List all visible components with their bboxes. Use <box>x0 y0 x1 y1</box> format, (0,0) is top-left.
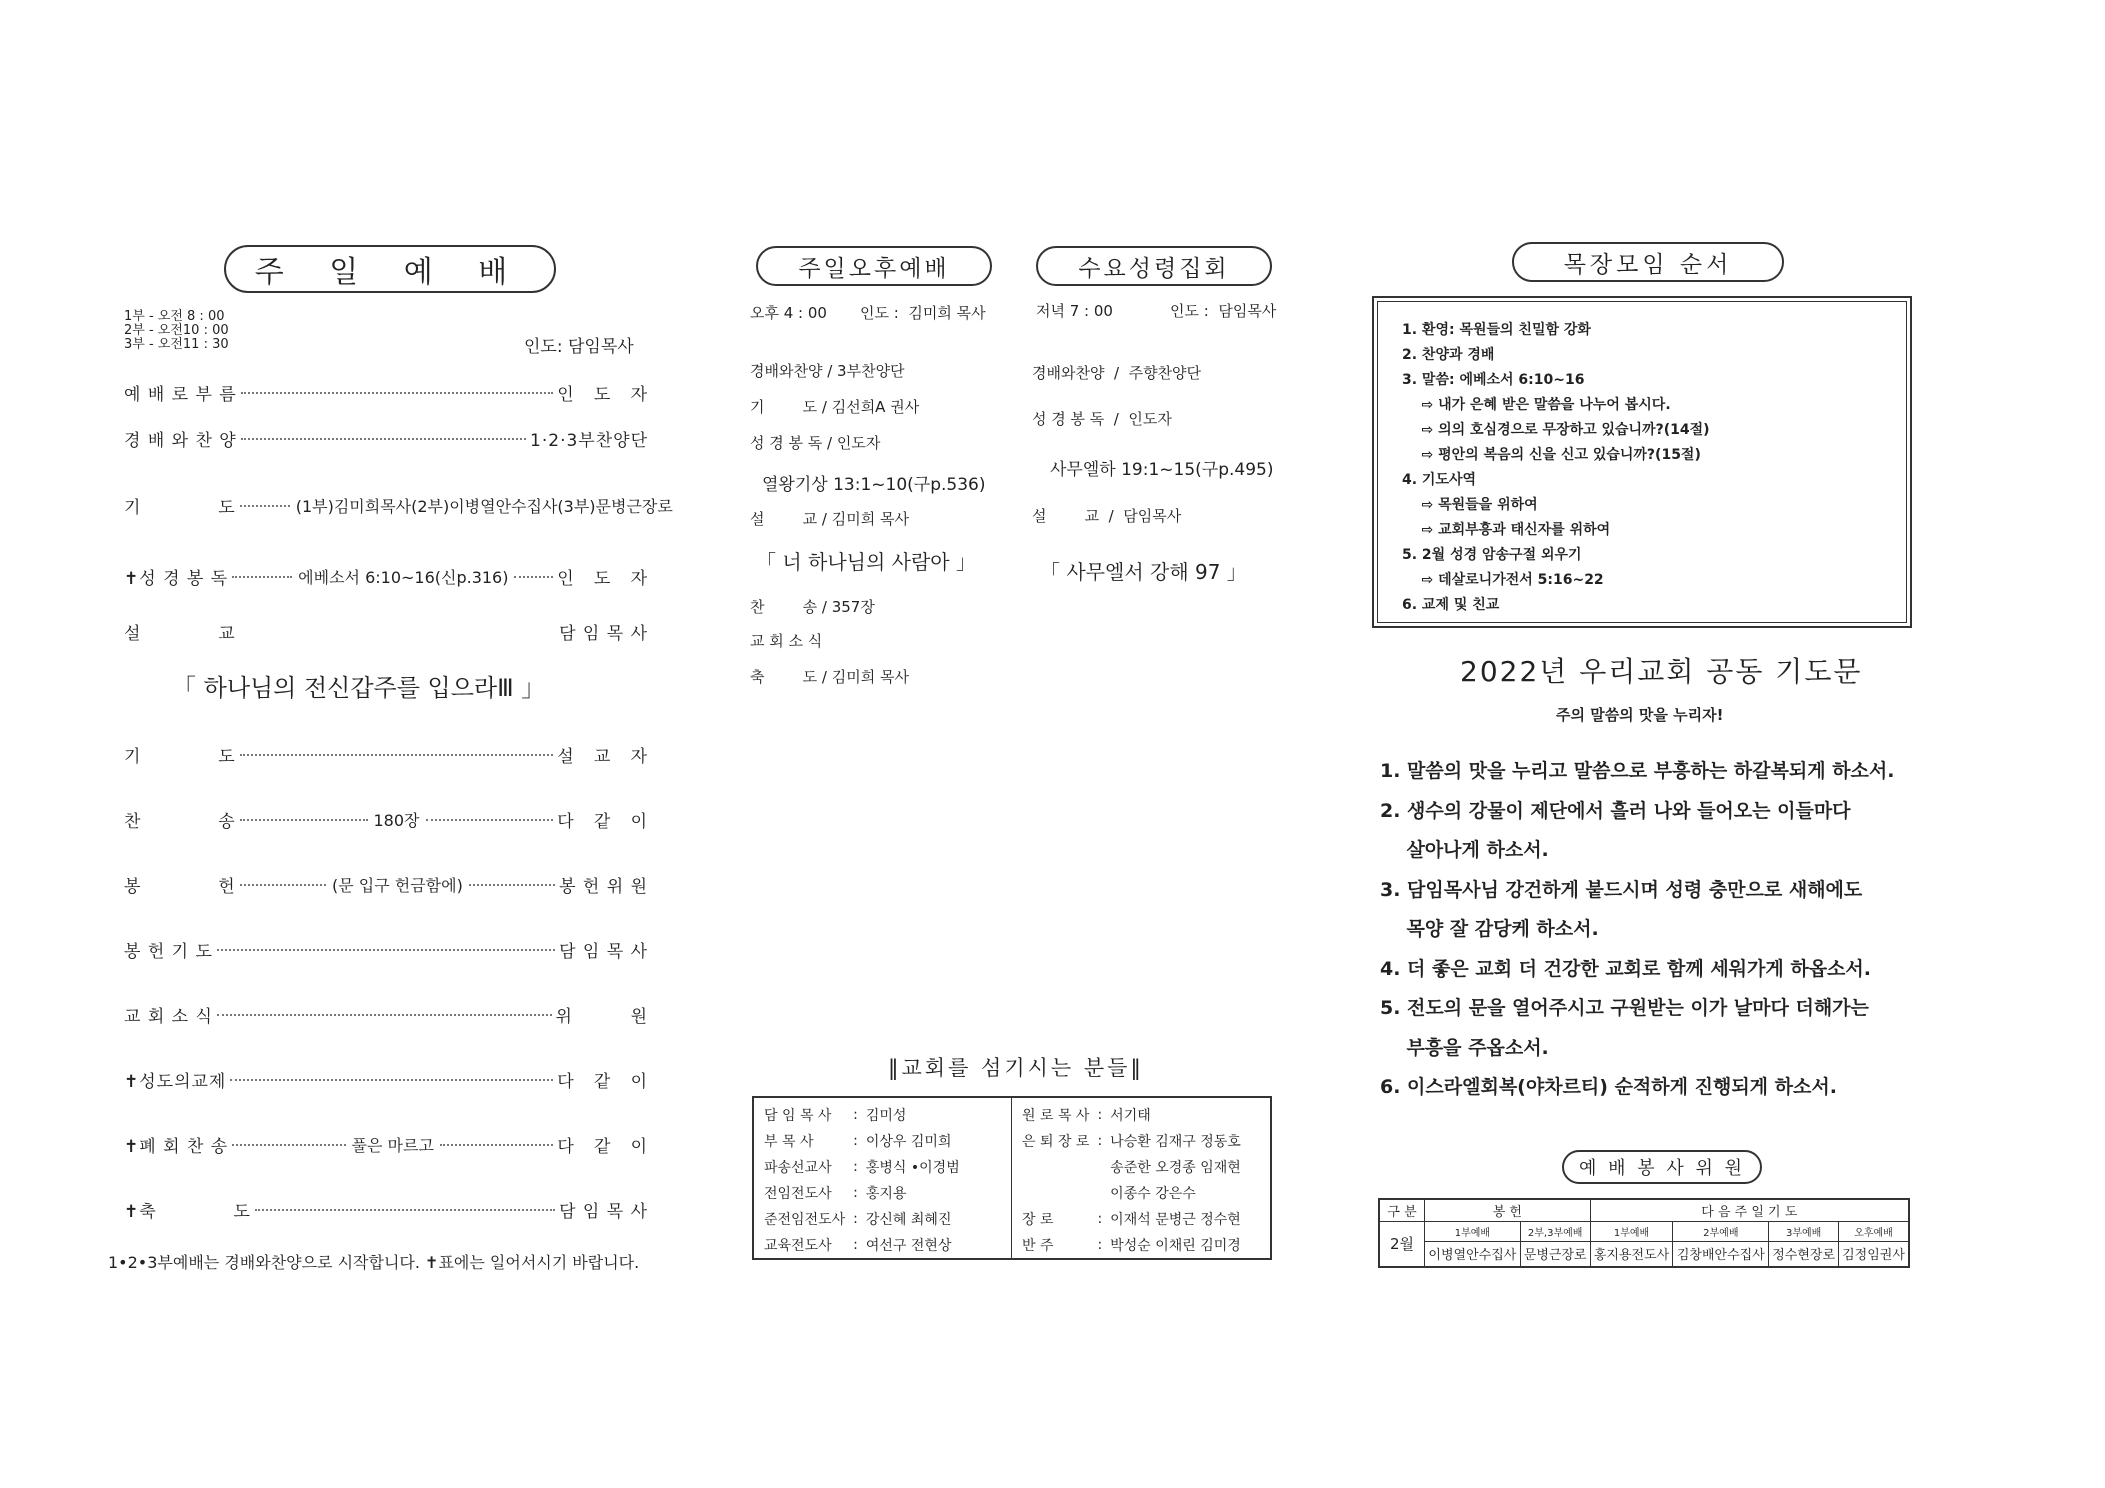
wednesday-item: 설 교 / 담임목사 <box>1032 507 1182 525</box>
order-row: ✝축 도 담 임 목 사 <box>124 1202 648 1222</box>
afternoon-item: 경배와찬양 / 3부찬양단 <box>750 362 905 380</box>
wednesday-leader: 인도 : 담임목사 <box>1170 302 1277 320</box>
cell-meeting-box <box>1372 296 1912 628</box>
afternoon-item: 설 교 / 김미희 목사 <box>750 510 909 528</box>
time-3: 3부 - 오전11 : 30 <box>124 337 229 352</box>
header-bongheon: 봉 헌 <box>1425 1199 1591 1221</box>
afternoon-time: 오후 4 : 00 <box>750 304 827 322</box>
order-row: 기 도 (1부)김미희목사(2부)이병열안수집사(3부)문병근장로 <box>124 497 673 518</box>
subheader: 2부예배 <box>1673 1221 1769 1241</box>
committee-header-row <box>1379 1199 1909 1221</box>
servants-right <box>1012 1098 1270 1258</box>
afternoon-item: 축 도 / 김미희 목사 <box>750 668 909 686</box>
cell-item: ⇨ 내가 은혜 받은 말씀을 나누어 봅시다. <box>1402 397 1671 413</box>
time-1: 1부 - 오전 8 : 00 <box>124 309 225 324</box>
afternoon-item: 교 회 소 식 <box>750 632 823 650</box>
cell-item: 2. 찬양과 경배 <box>1402 347 1495 363</box>
prayer-title: 2022년 우리교회 공동 기도문 <box>1460 655 1863 688</box>
footnote: 1•2•3부예배는 경배와찬양으로 시작합니다. ✝표에는 일어서시기 바랍니다. <box>108 1253 640 1272</box>
servant-row: 부 목 사 : 이상우 김미희 <box>764 1133 952 1150</box>
prayer-lines <box>1380 752 1894 1108</box>
subheader: 3부예배 <box>1769 1221 1839 1241</box>
name-cell: 이병열안수집사 <box>1425 1241 1521 1267</box>
order-row: 경 배 와 찬 양 1·2·3부찬양단 <box>124 431 648 451</box>
cell-item: ⇨ 평안의 복음의 신을 신고 있습니까?(15절) <box>1402 447 1701 463</box>
servants-title: ‖교회를 섬기시는 분들‖ <box>888 1056 1144 1080</box>
order-row: 기 도 설 교 자 <box>124 747 648 767</box>
name-cell: 문병근장로 <box>1520 1241 1590 1267</box>
prayer-line: 6. 이스라엘회복(야차르티) 순적하게 진행되게 하소서. <box>1380 1076 1837 1098</box>
servants-right-table <box>1018 1102 1245 1258</box>
order-row: 예 배 로 부 름 인 도 자 <box>124 385 648 405</box>
afternoon-item: 기 도 / 김선희A 권사 <box>750 398 920 416</box>
servant-row: 반 주 : 박성순 이채린 김미경 <box>1022 1237 1241 1254</box>
cell-item: ⇨ 목원들을 위하여 <box>1402 497 1538 513</box>
afternoon-worship-title: 주일오후예배 <box>756 246 992 286</box>
order-row: 봉 헌 (문 입구 헌금함에) 봉 헌 위 원 <box>124 876 648 897</box>
service-times <box>124 310 229 352</box>
cell-item: 3. 말씀: 에베소서 6:10~16 <box>1402 372 1585 388</box>
servant-row: 담 임 목 사 : 김미성 <box>764 1107 907 1124</box>
prayer-subtitle: 주의 말씀의 맛을 누리자! <box>1556 706 1724 724</box>
prayer-line: 살아나게 하소서. <box>1380 839 1549 861</box>
cell-item: ⇨ 데살로니가전서 5:16~22 <box>1402 572 1604 588</box>
subheader: 오후예배 <box>1839 1221 1909 1241</box>
committee-table <box>1378 1198 1910 1268</box>
prayer-line: 3. 담임목사님 강건하게 붙드시며 성령 충만으로 새해에도 <box>1380 878 1863 901</box>
wednesday-sermon-title: 「 사무엘서 강해 97 」 <box>1040 560 1247 584</box>
worship-leader: 인도: 담임목사 <box>524 337 634 357</box>
order-row: ✝성 경 봉 독 에베소서 6:10~16(신p.316) 인 도 자 <box>124 568 648 589</box>
header-next-prayer: 다 음 주 일 기 도 <box>1590 1199 1909 1221</box>
committee-names-row <box>1379 1241 1909 1267</box>
order-row: 찬 송 180장 다 같 이 <box>124 811 648 832</box>
sunday-worship-title: 주 일 예 배 <box>224 245 556 293</box>
servants-box <box>752 1096 1272 1260</box>
servant-row: 원 로 목 사 : 서기태 <box>1022 1107 1151 1124</box>
prayer-line: 목양 잘 감당케 하소서. <box>1380 918 1599 940</box>
servants-left-table <box>760 1102 964 1258</box>
cell-item: ⇨ 의의 호심경으로 무장하고 있습니까?(14절) <box>1402 422 1710 438</box>
servant-row: 송준한 오경종 임재현 <box>1110 1160 1241 1176</box>
name-cell: 김창배안수집사 <box>1673 1241 1769 1267</box>
cell-item: 1. 환영: 목원들의 친밀함 강화 <box>1402 322 1591 338</box>
wednesday-time: 저녁 7 : 00 <box>1036 302 1113 320</box>
committee-title: 예 배 봉 사 위 원 <box>1562 1150 1762 1184</box>
header-gubun: 구 분 <box>1379 1199 1425 1221</box>
wednesday-item: 경배와찬양 / 주향찬양단 <box>1032 364 1202 382</box>
afternoon-item: 찬 송 / 357장 <box>750 598 875 616</box>
afternoon-sermon-title: 「 너 하나님의 사람아 」 <box>756 550 976 574</box>
servant-row: 은 퇴 장 로 : 나승환 김재구 정동호 <box>1022 1133 1241 1150</box>
cell-item: 5. 2월 성경 암송구절 외우기 <box>1402 547 1582 563</box>
wednesday-service-title: 수요성령집회 <box>1036 246 1272 286</box>
order-row: ✝폐 회 찬 송 풀은 마르고 다 같 이 <box>124 1136 649 1157</box>
servant-row: 준전임전도사 : 강신혜 최혜진 <box>764 1211 952 1228</box>
servant-row: 파송선교사 : 홍병식 •이경범 <box>764 1159 960 1176</box>
wednesday-item: 성 경 봉 독 / 인도자 <box>1032 410 1172 428</box>
servant-row: 이종수 강은수 <box>1110 1186 1196 1202</box>
subheader: 1부예배 <box>1590 1221 1673 1241</box>
servant-row: 전임전도사 : 홍지용 <box>764 1185 907 1202</box>
subheader: 2부,3부예배 <box>1520 1221 1590 1241</box>
committee-subheader-row <box>1379 1221 1909 1241</box>
order-row: ✝성도의교제 다 같 이 <box>124 1072 648 1092</box>
time-2: 2부 - 오전10 : 00 <box>124 323 229 338</box>
cell-item: ⇨ 교회부흥과 태신자를 위하여 <box>1402 522 1611 538</box>
servant-row: 장 로 : 이재석 문병근 정수현 <box>1022 1211 1241 1228</box>
name-cell: 정수현장로 <box>1769 1241 1839 1267</box>
wednesday-item: 사무엘하 19:1~15(구p.495) <box>1050 460 1274 480</box>
name-cell: 김정임권사 <box>1839 1241 1909 1267</box>
month-cell: 2월 <box>1379 1221 1425 1267</box>
cell-meeting-title: 목장모임 순서 <box>1512 242 1784 282</box>
order-row: 교 회 소 식 위 원 <box>124 1007 648 1027</box>
afternoon-item: 열왕기상 13:1~10(구p.536) <box>762 475 986 495</box>
prayer-line: 5. 전도의 문을 열어주시고 구원받는 이가 날마다 더해가는 <box>1380 997 1869 1019</box>
afternoon-item: 성 경 봉 독 / 인도자 <box>750 434 881 452</box>
servants-left <box>754 1098 1012 1258</box>
prayer-line: 2. 생수의 강물이 제단에서 흘러 나와 들어오는 이들마다 <box>1380 799 1851 822</box>
afternoon-leader: 인도 : 김미희 목사 <box>860 304 986 322</box>
servant-row: 교육전도사 : 여선구 전현상 <box>764 1237 952 1254</box>
name-cell: 홍지용전도사 <box>1590 1241 1673 1267</box>
prayer-line: 4. 더 좋은 교회 더 건강한 교회로 함께 세워가게 하옵소서. <box>1380 957 1871 980</box>
prayer-line: 1. 말씀의 맛을 누리고 말씀으로 부흥하는 하갈복되게 하소서. <box>1380 760 1895 782</box>
cell-item: 6. 교제 및 친교 <box>1402 597 1500 613</box>
order-row: 봉 헌 기 도 담 임 목 사 <box>124 942 648 962</box>
subheader: 1부예배 <box>1425 1221 1521 1241</box>
sermon-title: 「 하나님의 전신갑주를 입으라Ⅲ 」 <box>172 674 546 702</box>
order-row: 설 교 담 임 목 사 <box>124 624 648 644</box>
cell-item: 4. 기도사역 <box>1402 472 1477 488</box>
prayer-line: 부흥을 주옵소서. <box>1380 1036 1549 1059</box>
